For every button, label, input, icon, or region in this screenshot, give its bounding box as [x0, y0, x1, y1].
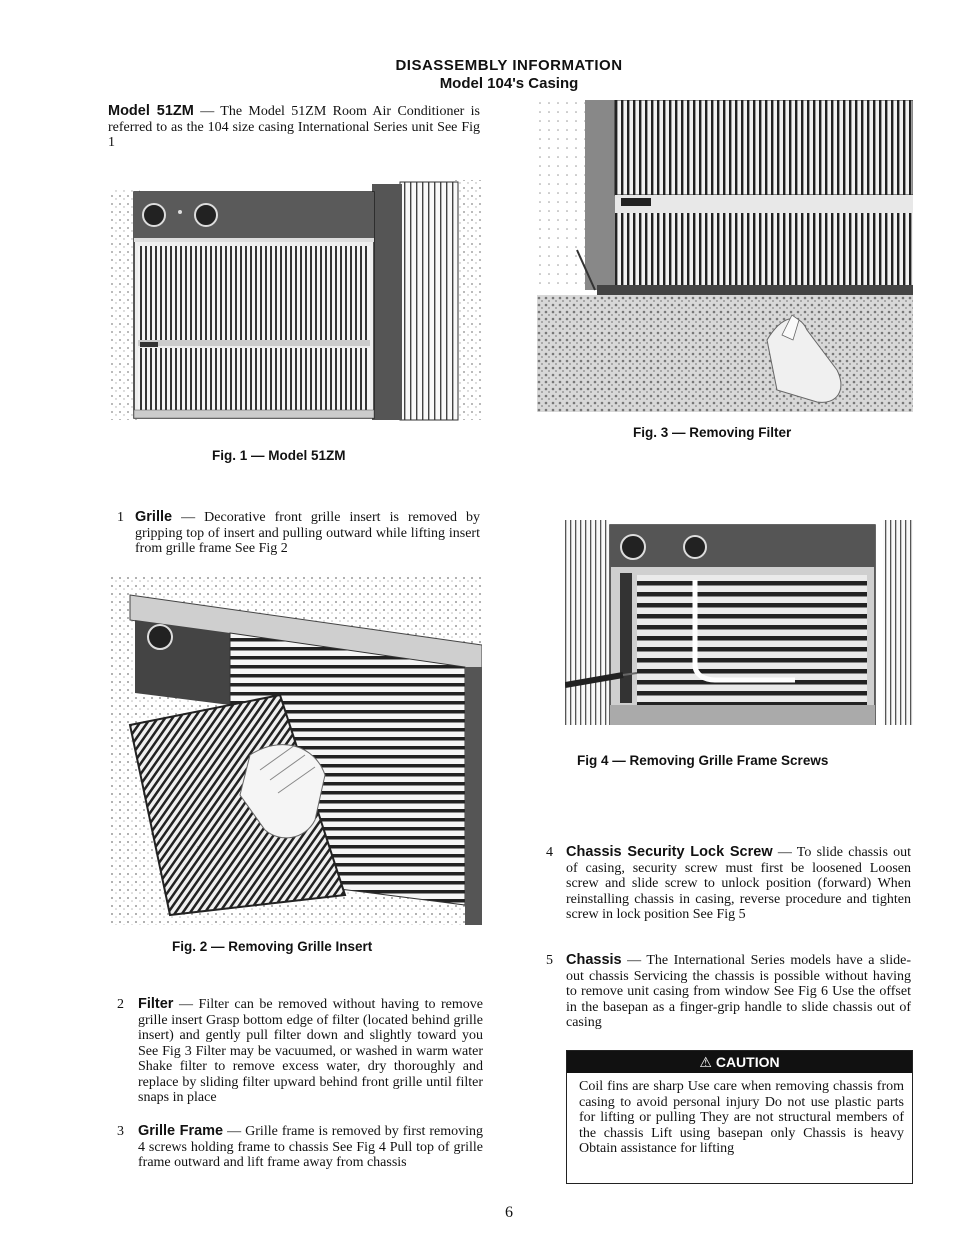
page-title: DISASSEMBLY INFORMATION: [395, 57, 623, 74]
page-subtitle: Model 104's Casing: [439, 75, 579, 92]
page-number: 6: [505, 1204, 513, 1221]
caution-box: [566, 1050, 913, 1184]
step-1-text: — Decorative front grille insert is removed by gripping top of insert and pulling outward while lifting insert from grille frame See Fig 2: [135, 510, 480, 556]
step-4-heading: Chassis Security Lock Screw: [566, 844, 773, 860]
step-3-paragraph: [138, 1124, 483, 1171]
step-1-number: 1: [117, 510, 124, 525]
fig3-photo: [537, 100, 913, 412]
step-5-number: 5: [546, 953, 553, 968]
intro-text: — The Model 51ZM Room Air Conditioner is referred to as the 104 size casing International Series unit See Fig 1: [108, 104, 481, 150]
caution-text: Coil fins are sharp Use care when removing chassis from casing to avoid personal injury Do not use plastic parts for lifting or pulling They are not structural members of the chassis Lift using basepan only Chassis is heavy Obtain assistance for lifting: [579, 1079, 904, 1156]
intro-paragraph: [108, 104, 480, 151]
step-5-heading: Chassis: [566, 952, 622, 968]
step-1-heading: Grille: [135, 509, 173, 525]
step-3-heading: Grille Frame: [138, 1123, 224, 1139]
step-2-text: — Filter can be removed without having to remove grille insert Grasp bottom edge of filter (located behind grille insert) and gently pull filter down and slightly toward you See Fig 3 Filter may be vacuumed, or washed in warm water Shake filter to remove excess water, dry thoroughly and replace by sliding filter upward behind front grille until filter snaps in place: [138, 997, 483, 1105]
step-4-number: 4: [546, 845, 553, 860]
fig2-caption: Fig. 2 — Removing Grille Insert: [172, 939, 373, 954]
step-5-text: — The International Series models have a slide-out chassis Servicing the chassis is possible without having to remove unit casing from window See Fig 6 Use the offset in the basepan as a finger-grip handle to slide chassis out of casing: [566, 953, 912, 1030]
step-2-heading: Filter: [138, 996, 174, 1012]
step-1-paragraph: [135, 510, 480, 557]
fig1-caption: Fig. 1 — Model 51ZM: [212, 448, 346, 463]
fig1-photo: [110, 170, 482, 432]
step-5-paragraph: [566, 953, 911, 1031]
fig3-caption: Fig. 3 — Removing Filter: [633, 425, 792, 440]
step-2-paragraph: [138, 997, 483, 1106]
fig4-caption: Fig 4 — Removing Grille Frame Screws: [577, 753, 829, 768]
fig2-photo: [110, 575, 482, 925]
fig4-photo: [565, 515, 913, 725]
step-3-text: — Grille frame is removed by first removing 4 screws holding frame to chassis See Fig 4 Pull top of grille frame outward and lift frame away from chassis: [138, 1124, 484, 1170]
caution-header: ⚠ CAUTION: [567, 1051, 912, 1073]
intro-heading: Model 51ZM: [108, 103, 194, 119]
step-4-text: — To slide chassis out of casing, security screw must first be loosened Loosen screw and slide screw to unlock position (forward) When reinstalling chassis in casing, reverse procedure and tighten screw in lock position See Fig 5: [566, 845, 911, 922]
step-3-number: 3: [117, 1124, 124, 1139]
step-2-number: 2: [117, 997, 124, 1012]
step-4-paragraph: [566, 845, 911, 923]
